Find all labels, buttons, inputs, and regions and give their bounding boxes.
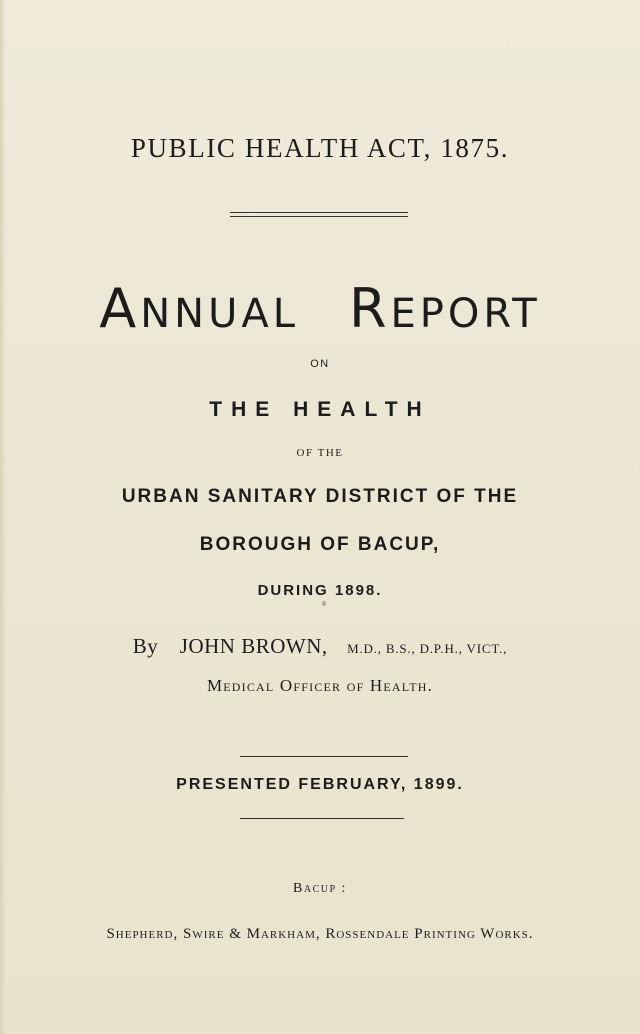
annual-rest: NNUAL [140, 291, 299, 337]
rule-above-presented [240, 756, 408, 757]
author-degrees: M.D., B.S., D.P.H., VICT., [347, 641, 508, 656]
district-line-1: URBAN SANITARY DISTRICT OF THE [121, 486, 519, 507]
author-line [0, 634, 640, 659]
author-title: Medical Officer of Health. [206, 676, 434, 695]
rule-below-presented [240, 818, 404, 819]
annual-initial: A [99, 277, 141, 340]
report-rest: EPORT [390, 291, 541, 337]
district-line-2: BOROUGH OF BACUP, [199, 534, 441, 555]
presented-date: PRESENTED FEBRUARY, 1899. [176, 776, 464, 793]
act-title: PUBLIC HEALTH ACT, 1875. [130, 133, 510, 163]
double-rule-bottom [230, 216, 408, 217]
imprint-printer: Shepherd, Swire & Markham, Rossendale Printing Works. [106, 926, 534, 942]
of-the-label: OF THE [296, 447, 344, 459]
print-speck [322, 601, 326, 606]
on-label: ON [310, 358, 330, 370]
author-by: By [132, 634, 159, 658]
report-heading [0, 277, 640, 340]
report-initial: R [349, 277, 391, 340]
the-health-heading: THE HEALTH [209, 398, 431, 421]
during-year: DURING 1898. [257, 582, 383, 599]
double-rule-top [230, 212, 408, 213]
imprint-place: Bacup : [293, 881, 347, 896]
author-name: JOHN BROWN, [179, 634, 328, 658]
